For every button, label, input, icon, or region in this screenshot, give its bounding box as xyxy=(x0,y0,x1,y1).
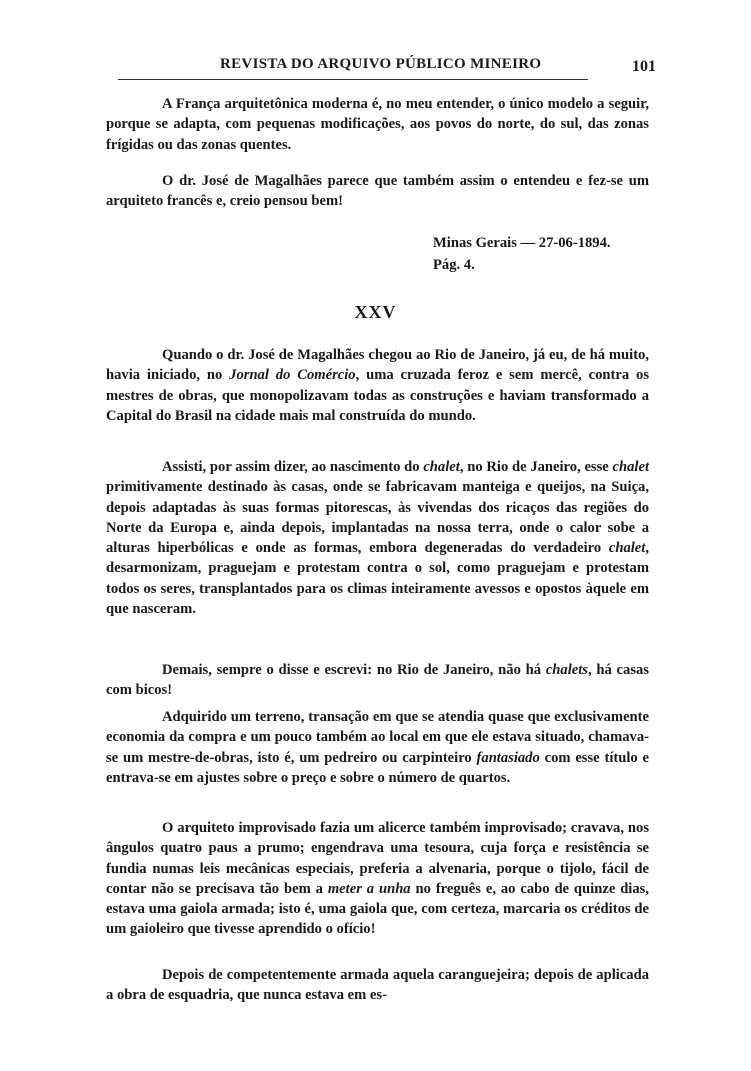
running-header xyxy=(118,54,656,82)
newspaper-title: Jornal do Comércio xyxy=(229,367,356,384)
paragraph-5 xyxy=(106,660,649,701)
paragraph-4-text-b: , no Rio de Janeiro, esse xyxy=(459,459,613,475)
paragraph-6-text-b: com esse título e entrava-se em ajustes sobre o preço e sobre o número de quartos. xyxy=(106,749,649,786)
paragraph-4-text-d: , desarmonizam, praguejam e protestam contra o sol, como praguejam e protestam todos os seres, transplantados para os climas inteiramente avessos e opostos àquele em que nasceram. xyxy=(106,540,649,618)
paragraph-4-text-c: primitivamente destinado às casas, onde se fabricavam manteiga e queijos, na Suiça, depois adaptadas às suas formas pitorescas, às vivendas dos ricaços das regiões do Norte da Europa e, ainda depois, implantadas na nossa terra, onde o calor sobe a alturas hiperbólicas e onde as formas, embora degeneradas do verdadeiro xyxy=(106,479,649,557)
journal-title: REVISTA DO ARQUIVO PÚBLICO MINEIRO xyxy=(220,56,542,72)
paragraph-5-text-a: Demais, sempre o disse e escrevi: no Rio de Janeiro, não há xyxy=(162,662,546,678)
paragraph-4-text-a: Assisti, por assim dizer, ao nascimento do xyxy=(162,459,424,475)
paragraph-7-text-b: no freguês e, ao cabo de quinze dias, estava uma gaiola armada; isto é, uma gaiola que, com certeza, marcaria os créditos de um gaioleiro que tivesse aprendido o ofício! xyxy=(106,880,649,938)
citation-source-date: Minas Gerais — 27-06-1894. xyxy=(433,235,611,251)
paragraph-4 xyxy=(106,457,649,619)
paragraph-3-text-a: Quando o dr. José de Magalhães chegou ao Rio de Janeiro, já eu, de há muito, havia iniciado, no xyxy=(106,347,649,384)
paragraph-1: A França arquitetônica moderna é, no meu entender, o único modelo a seguir, porque se adapta, com pequenas modificações, aos povos do norte, do sul, das zonas frígidas ou das zonas quentes. xyxy=(106,96,649,153)
page-number: 101 xyxy=(632,58,656,75)
term-chalet-3: chalet xyxy=(608,540,646,557)
paragraph-6-text-a: Adquirido um terreno, transação em que se atendia quase que exclusivamente economia da compra e um pouco também ao local em que ele estava situado, chamava-se um mestre-de-obras, isto é, um pedreiro ou carpinteiro xyxy=(106,709,649,766)
paragraph-6 xyxy=(106,707,649,788)
paragraph-3 xyxy=(106,345,649,426)
source-citation xyxy=(433,232,611,276)
paragraph-5-text-b: , há casas com bicos! xyxy=(106,662,649,699)
citation-page: Pág. 4. xyxy=(433,257,475,273)
term-chalet-1: chalet xyxy=(423,459,460,475)
term-chalet-2: chalet xyxy=(612,459,649,475)
paragraph-8: Depois de competentemente armada aquela caranguejeira; depois de aplicada a obra de esquadria, que nunca estava em es- xyxy=(106,967,649,1004)
paragraph-3-text-b: , uma cruzada feroz e sem mercê, contra os mestres de obras, que monopolizavam todas as construções e haviam transformado a Capital do Brasil na cidade mais mal construída do mundo. xyxy=(106,367,649,424)
paragraph-2: O dr. José de Magalhães parece que também assim o entendeu e fez-se um arquiteto francês e, creio pensou bem! xyxy=(106,173,649,210)
paragraph-7-text-a: O arquiteto improvisado fazia um alicerce também improvisado; cravava, nos ângulos quatro paus a prumo; engendrava uma tesoura, cuja força e resistência se fundia numas leis mecânicas especiais, preferia a alvenaria, porque o tijolo, fácil de contar não se precisava tão bem a xyxy=(106,820,649,897)
term-chalets: chalets xyxy=(545,662,588,678)
header-rule xyxy=(118,79,588,80)
chapter-heading: XXV xyxy=(354,302,397,322)
term-meter-a-unha: meter a unha xyxy=(327,880,411,897)
paragraph-7 xyxy=(106,818,649,940)
term-fantasiado: fantasiado xyxy=(476,749,540,766)
